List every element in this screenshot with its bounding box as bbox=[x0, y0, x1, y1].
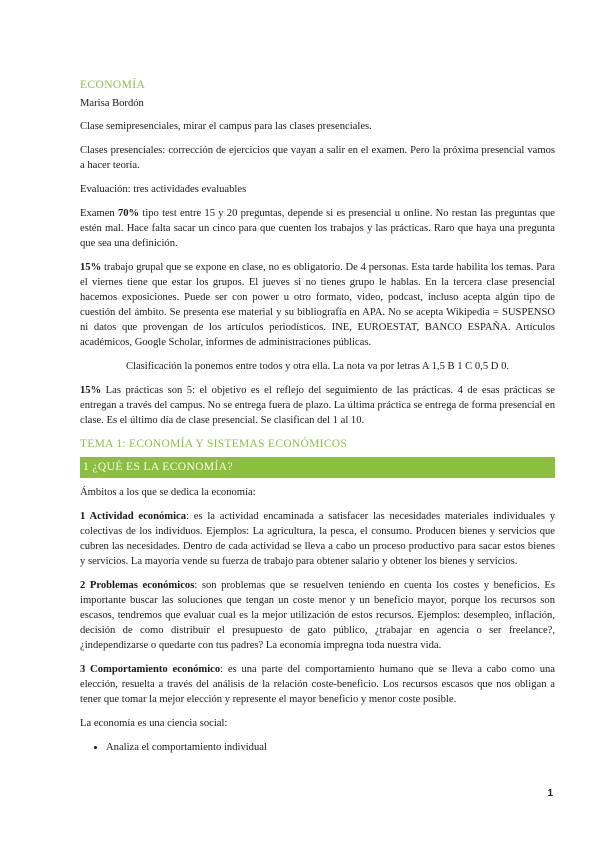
bullet-list bbox=[80, 740, 555, 755]
paragraph-campus: Clase semipresenciales, mirar el campus para las clases presenciales. bbox=[80, 121, 372, 132]
paragraph-evaluacion: Evaluación: tres actividades evaluables bbox=[80, 184, 247, 195]
practicas-text: Las prácticas son 5: el objetivo es el reflejo del seguimiento de las prácticas. 4 de esas prácticas se entregan a través del campus. No se entrega fuera de plazo. La última práctica se entrega de forma presencial en clase. Es el último día de clase presencial. Se clasifican del 1 al 10. bbox=[80, 385, 556, 426]
item-problemas bbox=[80, 578, 555, 653]
comportamiento-text: : es una parte del comportamiento humano que se lleva a cabo como una elección, resuelta a través del análisis de la relación coste-beneficio. Los recursos escasos que nos obligan a tener que tomar la mejor elección y represente el mayor beneficio y menor coste posible. bbox=[80, 664, 555, 705]
examen-lead: Examen bbox=[80, 208, 118, 219]
document-body bbox=[80, 78, 555, 755]
trabajo-text: trabajo grupal que se expone en clase, no es obligatorio. De 4 personas. Esta tarde habilita los temas. Para el viernes tiene que estar los grupos. El jueves si no tienes grupo le hablas. En la tercera clase presencial hacemos exposiciones. Puede ser con power u otro formato, video, podcast, incluso acepta algún tipo de cuestión del ámbito. Se presenta ese material y su bibliografía en APA. No se acepta Wikipedia = SUSPENSO ni datos que provengan de los artículos periodísticos. INE, EUROESTAT, BANCO ESPAÑA. Artículos académicos, Google Scholar, informes de administraciones públicas. bbox=[80, 262, 555, 348]
practicas-percent: 15% bbox=[80, 385, 102, 396]
examen-percent: 70% bbox=[117, 208, 140, 219]
problemas-title: 2 Problemas económicos bbox=[80, 580, 195, 591]
paragraph-examen bbox=[80, 206, 555, 251]
document-title: ECONOMÍA bbox=[80, 79, 146, 91]
section-banner: 1 ¿QUÉ ES LA ECONOMÍA? bbox=[80, 457, 555, 478]
page-number: 1 bbox=[547, 788, 553, 799]
actividad-title: 1 Actividad económica bbox=[80, 511, 187, 522]
problemas-text: : son problemas que se resuelven teniendo en cuenta los costes y beneficios. Es importante buscar las soluciones que tengan un coste menor y un beneficio mayor, porque los recursos son escasos, tendremos que evaluar cual es la mejor utilización de estos recursos. Ejemplos: desempleo, inflación, decisión de como distribuir el presupuesto de gato público, ¿trabajar en agencia o ser freelance?, ¿independizarse o quedarte con tus padres? La economía impregna toda nuestra vida. bbox=[80, 580, 555, 651]
paragraph-clasificacion: Clasificación la ponemos entre todos y otra ella. La nota va por letras A 1,5 B 1 C 0,5 D 0. bbox=[125, 361, 510, 372]
paragraph-ambitos: Ámbitos a los que se dedica la economía: bbox=[80, 487, 256, 498]
item-actividad bbox=[80, 509, 555, 569]
comportamiento-title: 3 Comportamiento económico bbox=[80, 664, 221, 675]
paragraph-trabajo-grupal bbox=[80, 260, 555, 350]
trabajo-percent: 15% bbox=[80, 262, 102, 273]
paragraph-ciencia: La economía es una ciencia social: bbox=[80, 718, 228, 729]
paragraph-practicas bbox=[80, 383, 555, 428]
item-comportamiento bbox=[80, 662, 555, 707]
tema-heading: TEMA 1: ECONOMÍA Y SISTEMAS ECONÓMICOS bbox=[80, 438, 348, 450]
list-item: • Analiza el comportamiento individual bbox=[106, 740, 555, 755]
paragraph-presenciales: Clases presenciales: corrección de ejercicios que vayan a salir en el examen. Pero la próxima presencial vamos a hacer teoría. bbox=[80, 145, 555, 171]
author-name: Marisa Bordón bbox=[80, 98, 144, 109]
actividad-text: : es la actividad encaminada a satisfacer las necesidades materiales individuales y colectivas de los individuos. Ejemplos: La agricultura, la pesca, el consumo. Producen bienes y servicios que cubren las necesidades. Dentro de cada actividad se lleva a cabo un proceso productivo para sacar estos bienes y servicios. La mayoría vende su fuerza de trabajo para obtener salario y obtener los bienes y servicios. bbox=[80, 511, 556, 567]
examen-text: tipo test entre 15 y 20 preguntas, depende si es presencial u online. No restan las preguntas que estén mal. Hace falta sacar un cinco para que cuenten los trabajos y las prácticas. Raro que haya una pregunta que sea una definición. bbox=[80, 208, 555, 249]
